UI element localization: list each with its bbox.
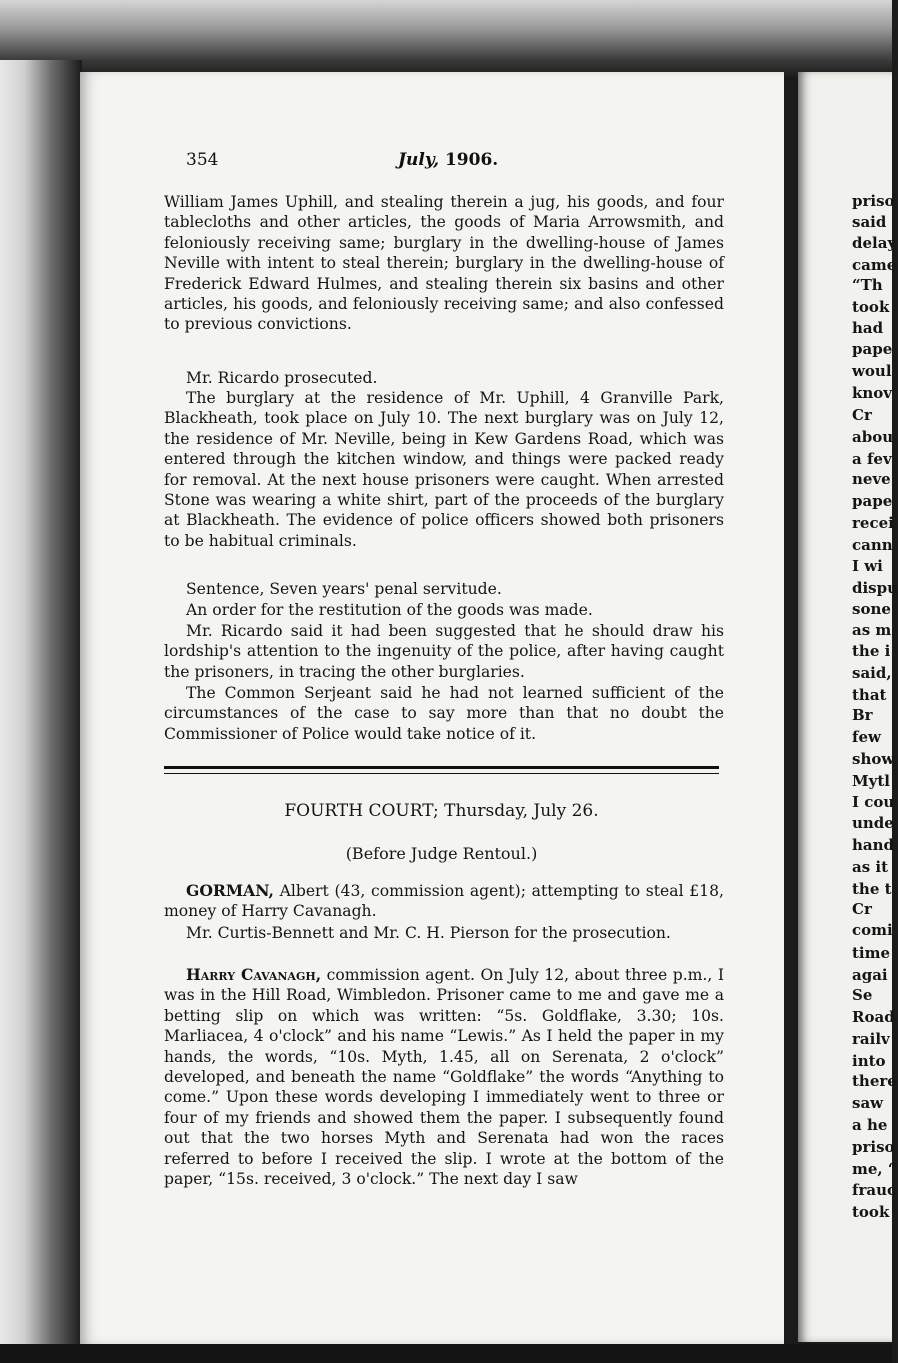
paragraph-restitution: An order for the restitution of the goods was made. (186, 601, 593, 619)
facing-page-line: came (852, 256, 897, 274)
facing-page-line: comi (852, 921, 893, 939)
facing-page-line: me, “ (852, 1160, 897, 1178)
facing-page-line: Cr (852, 900, 872, 918)
facing-page-line: as it (852, 858, 889, 876)
court-date: Thursday, July 26. (444, 801, 599, 821)
judge-heading: (Before Judge Rentoul.) (345, 844, 538, 863)
facing-page-line: woul (852, 362, 892, 380)
witness-name: Harry Cavanagh, (186, 965, 322, 984)
facing-page-line: “Th (852, 276, 883, 294)
facing-page-line: the i (852, 642, 891, 660)
facing-page-line: took (852, 298, 890, 316)
facing-page-line: Cr (852, 406, 872, 424)
section-rule-thin (164, 773, 719, 774)
paragraph-evidence: The burglary at the residence of Mr. Uphill, 4 Granville Park, Blackheath, took place on July 10. The next burglary was on July 12, the residence of Mr. Neville, being in Kew Gardens Road, which was entered through the kitchen window, and things were packed ready for removal. At the next house prisoners were caught. When arrested Stone was wearing a white shirt, part of the proceeds of the burglary at Blackheath. The evidence of police officers showed both prisoners to be habitual criminals. (164, 389, 724, 550)
facing-page-line: pape (852, 492, 893, 510)
facing-page-line: I cou (852, 793, 895, 811)
facing-page-line: took (852, 1203, 890, 1221)
book-spine (0, 60, 82, 1363)
paragraph-prosecution: Mr. Ricardo prosecuted. (186, 369, 378, 387)
facing-page-line: into (852, 1052, 886, 1070)
page-number: 354 (186, 150, 219, 170)
facing-page-line: time (852, 944, 891, 962)
paragraph-testimony (164, 965, 724, 1189)
paragraph-sentence: Sentence, Seven years' penal servitude. (186, 580, 502, 598)
facing-page-line: a fev (852, 450, 892, 468)
facing-page-line: a he (852, 1116, 888, 1134)
facing-page-line: hand (852, 836, 895, 854)
paragraph-charges: William James Uphill, and stealing therein a jug, his goods, and four tablecloths and other articles, the goods of Maria Arrowsmith, and feloniously receiving same; burglary in the dwelling-house of James Neville with intent to steal therein; burglary in the dwelling-house of Frederick Edward Hulmes, and stealing therein six basins and other articles, his goods, and feloniously receiving same; and also confessed to previous convictions. (164, 193, 724, 334)
case-charge: Albert (43, commission agent); attempting to steal £18, money of Harry Cavanagh. (164, 882, 724, 921)
facing-page-line: the t (852, 880, 892, 898)
facing-page-line: priso (852, 1138, 895, 1156)
court-name: FOURTH COURT; (284, 801, 439, 821)
running-header (186, 150, 716, 176)
paragraph-ricardo-remark: Mr. Ricardo said it had been suggested that he should draw his lordship's attention to the ingenuity of the police, after having caught the prisoners, in tracing the other burglaries. (164, 622, 724, 681)
facing-page-line: priso (852, 192, 895, 210)
facing-page-line: railv (852, 1030, 890, 1048)
facing-page-line: saw (852, 1094, 884, 1112)
running-title-month: July, (398, 150, 440, 170)
witness-testimony: commission agent. On July 12, about three p.m., I was in the Hill Road, Wimbledon. Prisoner came to me and gave me a betting slip on which was written: “5s. Goldflake, 3.30; 10s. Marliacea, 4 o'clock” and his name “Lewis.” As I held the paper in my hands, the words, “10s. Myth, 1.45, all on Serenata, 2 o'clock” developed, and beneath the name “Goldflake” the words “Anything to come.” Upon these words developing I immediately went to three or four of my friends and showed them the paper. I subsequently found out that the two horses Myth and Serenata had won the races referred to before I received the slip. I wrote at the bottom of the paper, “15s. received, 3 o'clock.” The next day I saw (164, 966, 724, 1189)
scan-bottom-edge (0, 1344, 892, 1363)
facing-page-line: agai (852, 966, 888, 984)
facing-page-line: delay (852, 234, 897, 252)
facing-page-line: Mytl (852, 772, 890, 790)
facing-page-line: cann (852, 536, 893, 554)
section-rule-thick (164, 766, 719, 769)
facing-page-line: there (852, 1072, 897, 1090)
facing-page-line: abou (852, 428, 894, 446)
scan-top-edge (0, 0, 892, 80)
facing-page-line: Se (852, 986, 873, 1004)
court-heading (164, 801, 719, 821)
facing-page-line: that (852, 686, 887, 704)
facing-page-line: said (852, 213, 887, 231)
running-title (398, 150, 498, 170)
defendant-name: GORMAN, (186, 881, 274, 900)
facing-page-line: dispu (852, 579, 898, 597)
facing-page-line: frauc (852, 1181, 897, 1199)
facing-page-line: show (852, 750, 895, 768)
facing-page-line: sone (852, 600, 891, 618)
facing-page-line: had (852, 319, 884, 337)
facing-page-line: as m (852, 621, 892, 639)
case-heading (164, 881, 724, 922)
facing-page-line: I wi (852, 557, 883, 575)
facing-page-line: pape (852, 340, 893, 358)
facing-page-line: unde (852, 814, 894, 832)
facing-page-line: Br (852, 706, 873, 724)
facing-page-line: neve (852, 470, 891, 488)
running-title-year: 1906. (444, 150, 499, 170)
facing-page-line: knov (852, 384, 893, 402)
facing-page-line: recei (852, 514, 894, 532)
paragraph-counsel: Mr. Curtis-Bennett and Mr. C. H. Pierson for the prosecution. (186, 924, 671, 942)
facing-page-line: said, (852, 664, 892, 682)
facing-page-line: few (852, 728, 881, 746)
facing-page-line: Road (852, 1008, 895, 1026)
paragraph-common-serjeant: The Common Serjeant said he had not learned sufficient of the circumstances of the case to say more than that no doubt the Commissioner of Police would take notice of it. (164, 684, 724, 743)
